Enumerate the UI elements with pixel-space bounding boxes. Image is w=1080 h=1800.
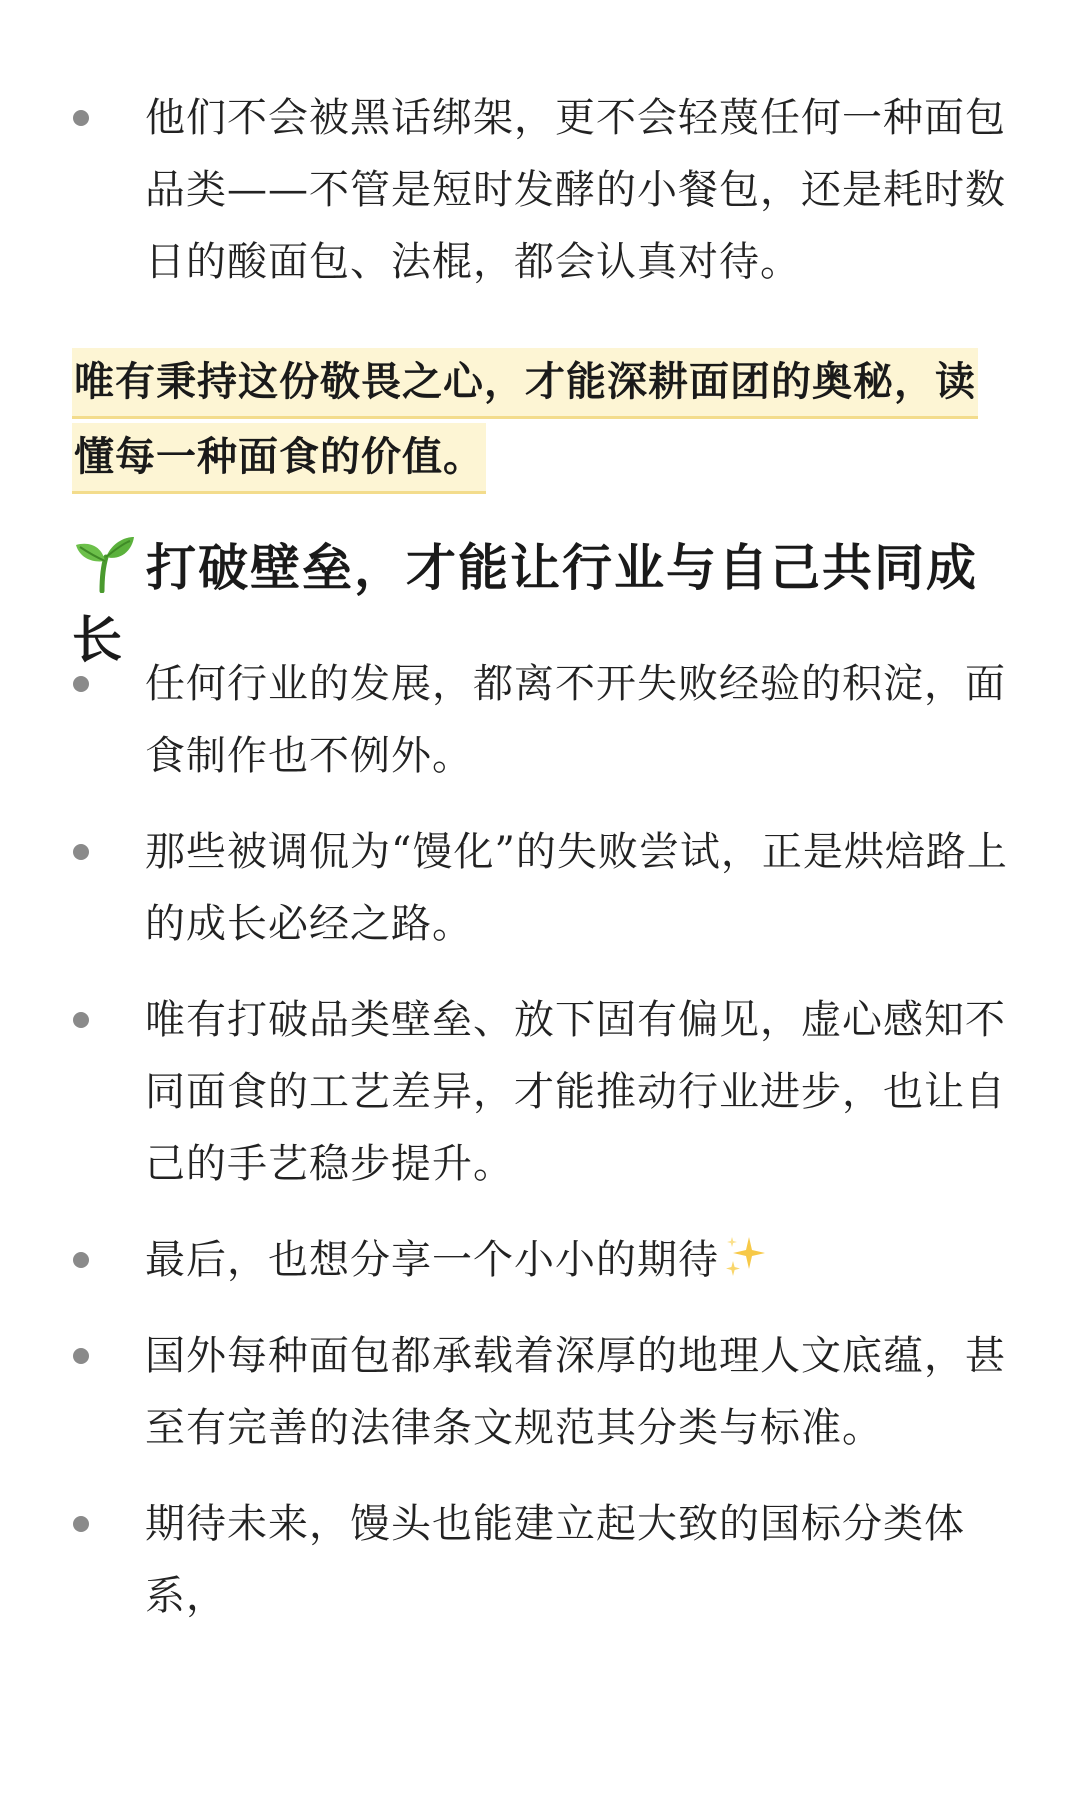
list-item xyxy=(0,984,1080,1200)
bullet-dot xyxy=(73,844,89,860)
list-item-text: 他们不会被黑话绑架，更不会轻蔑任何一种面包品类——不管是短时发酵的小餐包，还是耗时数日的酸面包、法棍，都会认真对待。 xyxy=(145,95,1006,285)
list-item-text: 那些被调侃为“馒化”的失败尝试，正是烘焙路上的成长必经之路。 xyxy=(145,829,1008,947)
section-heading-text: 打破壁垒，才能让行业与自己共同成长 xyxy=(72,539,978,669)
bullet-dot xyxy=(73,1252,89,1268)
highlight-line: 唯有秉持这份敬畏之心，才能深耕面团的奥秘，读 xyxy=(72,348,978,419)
list-item xyxy=(0,1320,1080,1464)
list-item xyxy=(0,1224,1080,1296)
list-item-text: 任何行业的发展，都离不开失败经验的积淀，面食制作也不例外。 xyxy=(145,661,1006,779)
sprout-icon xyxy=(72,533,136,593)
list-item xyxy=(0,648,1080,792)
bullet-dot xyxy=(73,1348,89,1364)
list-item-text: 最后，也想分享一个小小的期待 xyxy=(145,1237,719,1283)
list-item xyxy=(0,816,1080,960)
list-item xyxy=(0,82,1080,298)
list-item xyxy=(0,1488,1080,1632)
bullet-dot xyxy=(73,1516,89,1532)
bullet-list-top xyxy=(0,82,1080,298)
bullet-dot xyxy=(73,1012,89,1028)
list-item-text: 期待未来，馒头也能建立起大致的国标分类体系， xyxy=(145,1501,965,1619)
bullet-list-bottom xyxy=(0,648,1080,1632)
bullet-dot xyxy=(73,676,89,692)
list-item-text: 唯有打破品类壁垒、放下固有偏见，虚心感知不同面食的工艺差异，才能推动行业进步，也让自己的手艺稳步提升。 xyxy=(145,997,1006,1187)
highlighted-quote xyxy=(72,346,1012,496)
sparkles-icon xyxy=(723,1233,769,1279)
highlight-line: 懂每一种面食的价值。 xyxy=(72,423,486,494)
bullet-dot xyxy=(73,110,89,126)
list-item-text: 国外每种面包都承载着深厚的地理人文底蕴，甚至有完善的法律条文规范其分类与标准。 xyxy=(145,1333,1006,1451)
